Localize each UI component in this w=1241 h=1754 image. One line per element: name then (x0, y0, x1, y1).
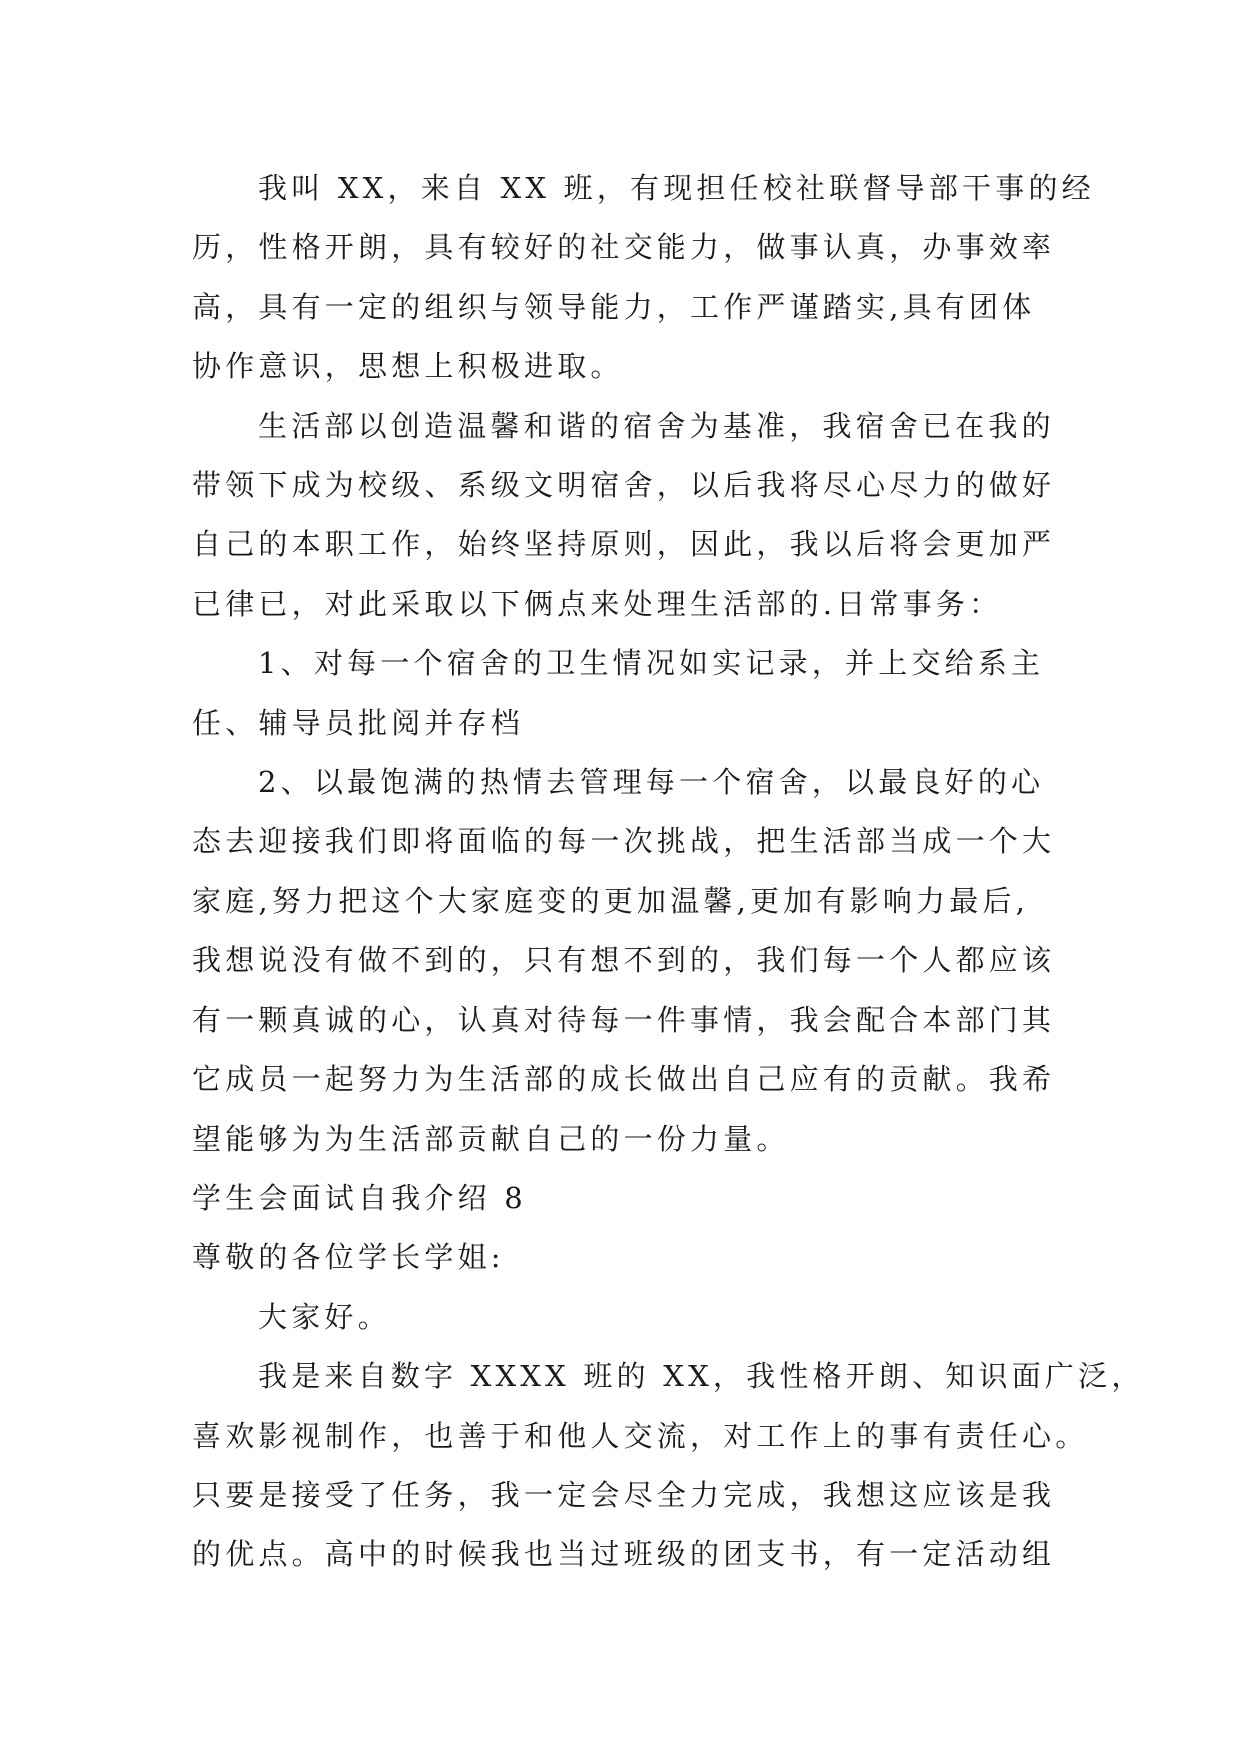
text-line: 任、辅导员批阅并存档 (192, 705, 525, 740)
text-line: 我是来自数字 XXXX 班的 XX，我性格开朗、知识面广泛， (258, 1359, 1145, 1394)
section-heading (192, 1169, 1052, 1228)
text-line: 带领下成为校级、系级文明宿舍，以后我将尽心尽力的做好 (192, 468, 1056, 503)
text-line: 高，具有一定的组织与领导能力，工作严谨踏实,具有团体 (192, 289, 1036, 324)
text-line: 生活部以创造温馨和谐的宿舍为基准，我宿舍已在我的 (258, 408, 1055, 443)
text-line: 1、对每一个宿舍的卫生情况如实记录，并上交给系主 (258, 646, 1045, 681)
text-line: 的优点。高中的时候我也当过班级的团支书，有一定活动组 (192, 1537, 1056, 1572)
text-line: 家庭,努力把这个大家庭变的更加温馨,更加有影响力最后, (192, 883, 1030, 918)
text-line: 历，性格开朗，具有较好的社交能力，做事认真，办事效率 (192, 230, 1056, 265)
greeting-text: 大家好。 (258, 1299, 391, 1334)
salutation (192, 1228, 1052, 1287)
text-line: 自己的本职工作，始终坚持原则，因此，我以后将会更加严 (192, 527, 1056, 562)
heading-text: 学生会面试自我介绍 8 (192, 1180, 527, 1215)
text-line: 我想说没有做不到的，只有想不到的，我们每一个人都应该 (192, 943, 1056, 978)
greeting (192, 1288, 1052, 1347)
paragraph-point-1 (192, 634, 1052, 753)
text-line: 协作意识，思想上积极进取。 (192, 349, 624, 384)
text-line: 已律已，对此采取以下俩点来处理生活部的.日常事务： (192, 586, 1003, 621)
paragraph-intro (192, 159, 1095, 397)
document-body (192, 159, 1145, 1585)
text-line: 望能够为为生活部贡献自己的一份力量。 (192, 1121, 790, 1156)
text-line: 2、以最饱满的热情去管理每一个宿舍，以最良好的心 (258, 765, 1045, 800)
salutation-text: 尊敬的各位学长学姐: (192, 1240, 505, 1275)
paragraph-dorm (192, 397, 1056, 635)
text-line: 只要是接受了任务，我一定会尽全力完成，我想这应该是我 (192, 1477, 1056, 1512)
text-line: 有一颗真诚的心，认真对待每一件事情，我会配合本部门其 (192, 1002, 1056, 1037)
text-line: 态去迎接我们即将面临的每一次挑战，把生活部当成一个大 (192, 824, 1056, 859)
paragraph-point-2 (192, 753, 1056, 1169)
paragraph-self-intro (192, 1347, 1145, 1585)
text-line: 它成员一起努力为生活部的成长做出自己应有的贡献。我希 (192, 1062, 1056, 1097)
text-line: 我叫 XX，来自 XX 班，有现担任校社联督导部干事的经 (258, 171, 1095, 205)
text-line: 喜欢影视制作，也善于和他人交流，对工作上的事有责任心。 (192, 1418, 1089, 1453)
